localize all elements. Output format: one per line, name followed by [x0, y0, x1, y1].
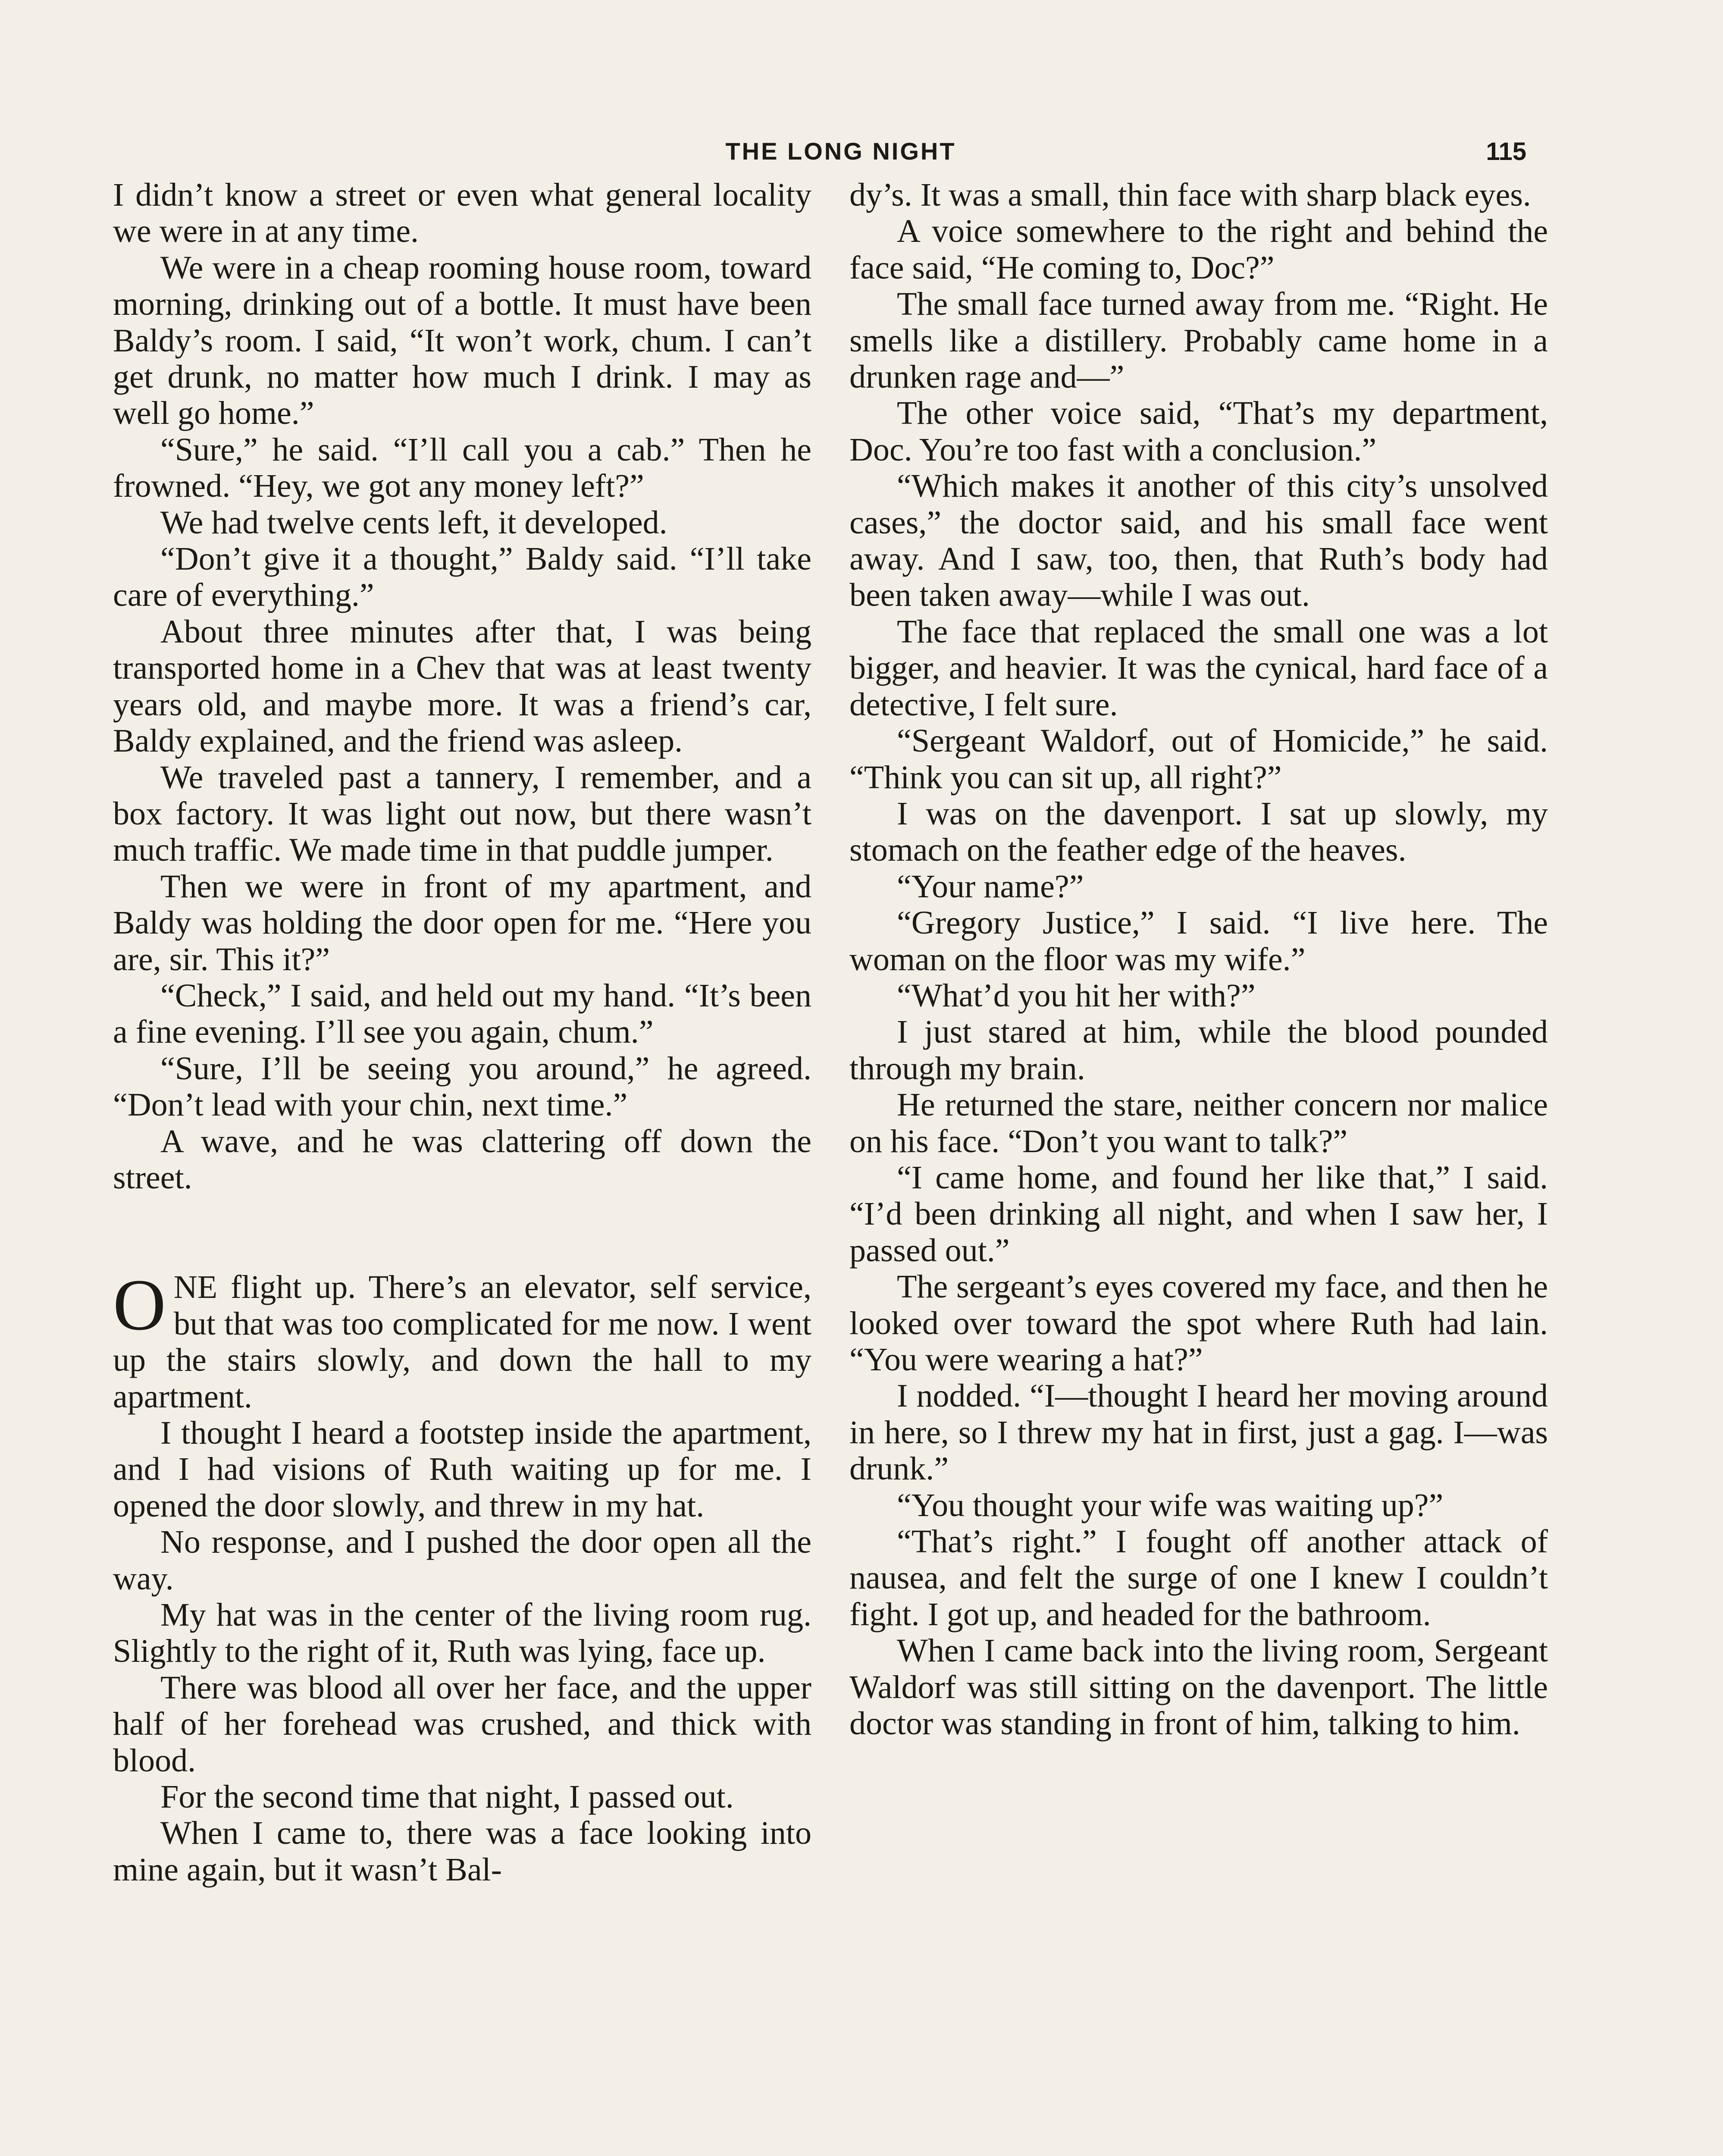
paragraph: “That’s right.” I fought off another attack of nausea, and felt the surge of one I knew I couldn’t fight. I got up, and headed for the bathroom.	[849, 1523, 1548, 1633]
section-break	[113, 1196, 811, 1269]
page-number: 115	[1486, 138, 1526, 166]
section-opening-text: NE flight up. There’s an elevator, self service, but that was too complicated for me now. I went up the stairs slowly, and down the hall to my apartment.	[113, 1269, 811, 1415]
paragraph: When I came to, there was a face looking into mine again, but it wasn’t Bal-	[113, 1815, 811, 1888]
paragraph: Then we were in front of my apartment, and Baldy was holding the door open for me. “Here you are, sir. This it?”	[113, 868, 811, 978]
paragraph: The small face turned away from me. “Right. He smells like a distillery. Probably came home in a drunken rage and—”	[849, 286, 1548, 395]
paragraph: We traveled past a tannery, I remember, and a box factory. It was light out now, but there wasn’t much traffic. We made time in that puddle jumper.	[113, 759, 811, 868]
paragraph: I was on the davenport. I sat up slowly, my stomach on the feather edge of the heaves.	[849, 795, 1548, 868]
section-opening-paragraph	[113, 1264, 811, 1415]
running-header-title: THE LONG NIGHT	[725, 138, 956, 165]
paragraph: When I came back into the living room, Sergeant Waldorf was still sitting on the davenport. The little doctor was standing in front of him, talking to him.	[849, 1633, 1548, 1742]
paragraph: A wave, and he was clattering off down the street.	[113, 1123, 811, 1196]
paragraph: No response, and I pushed the door open all the way.	[113, 1524, 811, 1597]
right-text-column	[849, 177, 1548, 1742]
paragraph: “Gregory Justice,” I said. “I live here. The woman on the floor was my wife.”	[849, 905, 1548, 978]
paragraph: “Which makes it another of this city’s unsolved cases,” the doctor said, and his small face went away. And I saw, too, then, that Ruth’s body had been taken away—while I was out.	[849, 468, 1548, 614]
paragraph: I nodded. “I—thought I heard her moving around in here, so I threw my hat in first, just a gag. I—was drunk.”	[849, 1378, 1548, 1487]
paragraph: “Sergeant Waldorf, out of Homicide,” he said. “Think you can sit up, all right?”	[849, 723, 1548, 796]
paragraph: About three minutes after that, I was being transported home in a Chev that was at least twenty years old, and maybe more. It was a friend’s car, Baldy explained, and the friend was asleep.	[113, 613, 811, 759]
paragraph: We had twelve cents left, it developed.	[160, 504, 667, 541]
paragraph: “Don’t give it a thought,” Baldy said. “I’ll take care of everything.”	[113, 541, 811, 614]
paragraph: My hat was in the center of the living room rug. Slightly to the right of it, Ruth was lying, face up.	[113, 1597, 811, 1670]
paragraph: dy’s. It was a small, thin face with sharp black eyes.	[849, 177, 1531, 213]
paragraph: The face that replaced the small one was a lot bigger, and heavier. It was the cynical, hard face of a detective, I felt sure.	[849, 613, 1548, 723]
paragraph: I didn’t know a street or even what general locality we were in at any time.	[113, 177, 811, 250]
paragraph: We were in a cheap rooming house room, toward morning, drinking out of a bottle. It must have been Baldy’s room. I said, “It won’t work, chum. I can’t get drunk, no matter how much I drink. I may as well go home.”	[113, 249, 811, 432]
paragraph: A voice somewhere to the right and behind the face said, “He coming to, Doc?”	[849, 213, 1548, 286]
left-text-column	[113, 177, 811, 1888]
paragraph: “You thought your wife was waiting up?”	[897, 1487, 1444, 1523]
paragraph: “Sure, I’ll be seeing you around,” he agreed. “Don’t lead with your chin, next time.”	[113, 1050, 811, 1123]
paragraph: “Your name?”	[897, 868, 1084, 905]
paragraph: He returned the stare, neither concern nor malice on his face. “Don’t you want to talk?”	[849, 1087, 1548, 1159]
paragraph: I just stared at him, while the blood pounded through my brain.	[849, 1014, 1548, 1087]
drop-cap: O	[113, 1264, 166, 1346]
paragraph: “I came home, and found her like that,” I said. “I’d been drinking all night, and when I saw her, I passed out.”	[849, 1159, 1548, 1269]
paragraph: “Check,” I said, and held out my hand. “It’s been a fine evening. I’ll see you again, chum.”	[113, 977, 811, 1050]
paragraph: “What’d you hit her with?”	[897, 977, 1256, 1014]
paragraph: For the second time that night, I passed out.	[160, 1779, 734, 1815]
paragraph: I thought I heard a footstep inside the apartment, and I had visions of Ruth waiting up for me. I opened the door slowly, and threw in my hat.	[113, 1415, 811, 1524]
paragraph: “Sure,” he said. “I’ll call you a cab.” Then he frowned. “Hey, we got any money left?”	[113, 431, 811, 505]
paragraph: The other voice said, “That’s my department, Doc. You’re too fast with a conclusion.”	[849, 395, 1548, 468]
paragraph: The sergeant’s eyes covered my face, and then he looked over toward the spot where Ruth had lain. “You were wearing a hat?”	[849, 1269, 1548, 1378]
paragraph: There was blood all over her face, and the upper half of her forehead was crushed, and thick with blood.	[113, 1669, 811, 1779]
